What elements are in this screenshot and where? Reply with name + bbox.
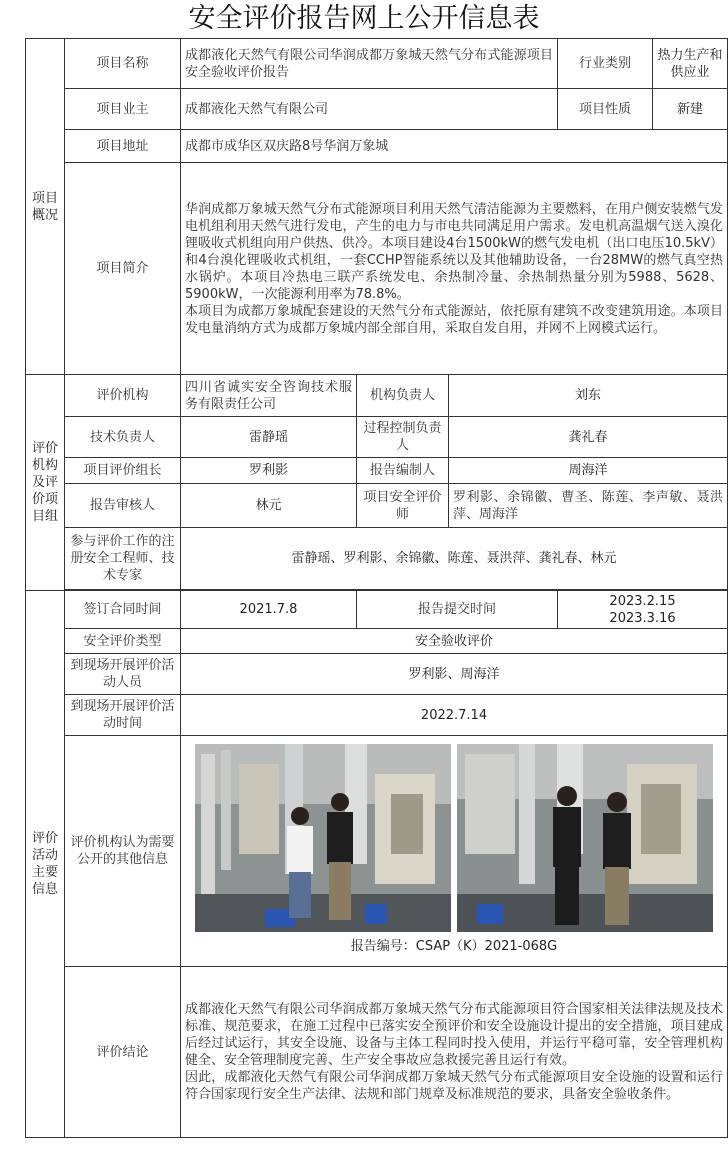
report-reviewer-value: 林元 [181,484,357,528]
project-address-value: 成都市成华区双庆路8号华润万象城 [181,130,728,163]
project-address-label: 项目地址 [65,130,181,163]
report-compiler-label: 报告编制人 [357,458,449,484]
process-control-label: 过程控制负责人 [357,417,449,458]
project-name-value: 成都液化天然气有限公司华润成都万象城天然气分布式能源项目安全验收评价报告 [181,39,558,89]
site-photo-2-image [457,744,713,932]
project-intro-paragraph-1: 华润成都万象城天然气分布式能源项目利用天然气清洁能源为主要燃料，在用户侧安装燃气发电机组利用天然气进行发电，产生的电力与市电共同满足用户需求。发电机高温烟气送入溴化锂吸收式机组向用户供热、供冷。本项目建设4台1500kW的燃气发电机（出口电压10.5kV）和4台溴化锂吸收式机组，一套CCHP智能系统以及其他辅助设备，一台28MW的燃气真空热水锅炉。本项目冷热电三联产系统发电、余热制冷量、余热制热量分别为5988、5628、5900kW，一次能源利用率为78.8%。 [185,201,724,302]
site-photo-1-image [195,744,451,932]
agency-head-value: 刘东 [449,375,728,417]
page-title: 安全评价报告网上公开信息表 [188,3,540,34]
safety-evaluators-value: 罗利影、余锦徽、曹圣、陈莲、李声敏、聂洪萍、周海洋 [449,484,728,528]
industry-value: 热力生产和供应业 [653,39,728,89]
agency-value: 四川省诚实安全咨询技术服务有限责任公司 [181,375,357,417]
other-info-value [181,736,728,967]
experts-value: 雷静瑶、罗利影、余锦徽、陈莲、聂洪萍、龚礼春、林元 [181,528,728,590]
info-table [25,38,728,1138]
submit-date-2: 2023.3.16 [609,610,676,626]
report-number: 报告编号：CSAP（K）2021-068G [350,939,558,954]
project-nature-label: 项目性质 [558,89,653,130]
conclusion-label: 评价结论 [65,967,181,1138]
submit-date-1: 2023.2.15 [609,593,676,609]
team-leader-label: 项目评价组长 [65,458,181,484]
other-info-label: 评价机构认为需要公开的其他信息 [65,736,181,967]
contract-date-value: 2021.7.8 [181,591,357,629]
site-photo-2 [457,744,713,932]
evaluation-type-value: 安全验收评价 [181,629,728,654]
agency-head-label: 机构负责人 [357,375,449,417]
industry-label: 行业类别 [558,39,653,89]
project-nature-value: 新建 [653,89,728,130]
process-control-value: 龚礼春 [449,417,728,458]
conclusion-paragraph-2: 因此，成都液化天然气有限公司华润成都万象城天然气分布式能源项目安全设施的设置和运行符合国家现行安全生产法律、法规和部门规章及标准规范的要求，具备安全验收条件。 [185,1070,724,1102]
project-name-label: 项目名称 [65,39,181,89]
tech-head-value: 雷静瑶 [181,417,357,458]
onsite-time-value: 2022.7.14 [181,695,728,736]
report-compiler-value: 周海洋 [449,458,728,484]
submit-date-label: 报告提交时间 [357,591,558,629]
tech-head-label: 技术负责人 [65,417,181,458]
project-intro-label: 项目简介 [65,163,181,375]
evaluation-type-label: 安全评价类型 [65,629,181,654]
agency-label: 评价机构 [65,375,181,417]
section-overview: 项目概况 [26,39,65,375]
report-reviewer-label: 报告审核人 [65,484,181,528]
project-intro-paragraph-2: 本项目为成都万象城配套建设的天然气分布式能源站，依托原有建筑不改变建筑用途。本项目发电量消纳方式为成都万象城内部全部自用，采取自发自用，并网不上网模式运行。 [185,303,724,336]
conclusion-value [181,967,728,1138]
site-photos [181,736,727,932]
contract-date-label: 签订合同时间 [65,591,181,629]
onsite-staff-value: 罗利影、周海洋 [181,654,728,695]
submit-date-value [558,591,728,629]
experts-label: 参与评价工作的注册安全工程师、技术专家 [65,528,181,590]
site-photo-1 [195,744,451,932]
safety-evaluators-label: 项目安全评价师 [357,484,449,528]
onsite-staff-label: 到现场开展评价活动人员 [65,654,181,695]
section-activity: 评价活动主要信息 [26,591,65,1138]
project-intro-value [181,163,728,375]
project-owner-label: 项目业主 [65,89,181,130]
project-owner-value: 成都液化天然气有限公司 [181,89,558,130]
team-leader-value: 罗利影 [181,458,357,484]
conclusion-paragraph-1: 成都液化天然气有限公司华润成都万象城天然气分布式能源项目符合国家相关法律法规及技术标准、规范要求，在施工过程中已落实安全预评价和安全设施设计提出的安全措施，项目建成后经过试运行，其安全设施、设备与主体工程同时投入使用，并运行平稳可靠，安全管理机构健全、安全管理制度完善、生产安全事故应急救援完善且运行有效。 [185,1002,724,1068]
section-agency: 评价机构及评价项目组 [26,375,65,591]
onsite-time-label: 到现场开展评价活动时间 [65,695,181,736]
